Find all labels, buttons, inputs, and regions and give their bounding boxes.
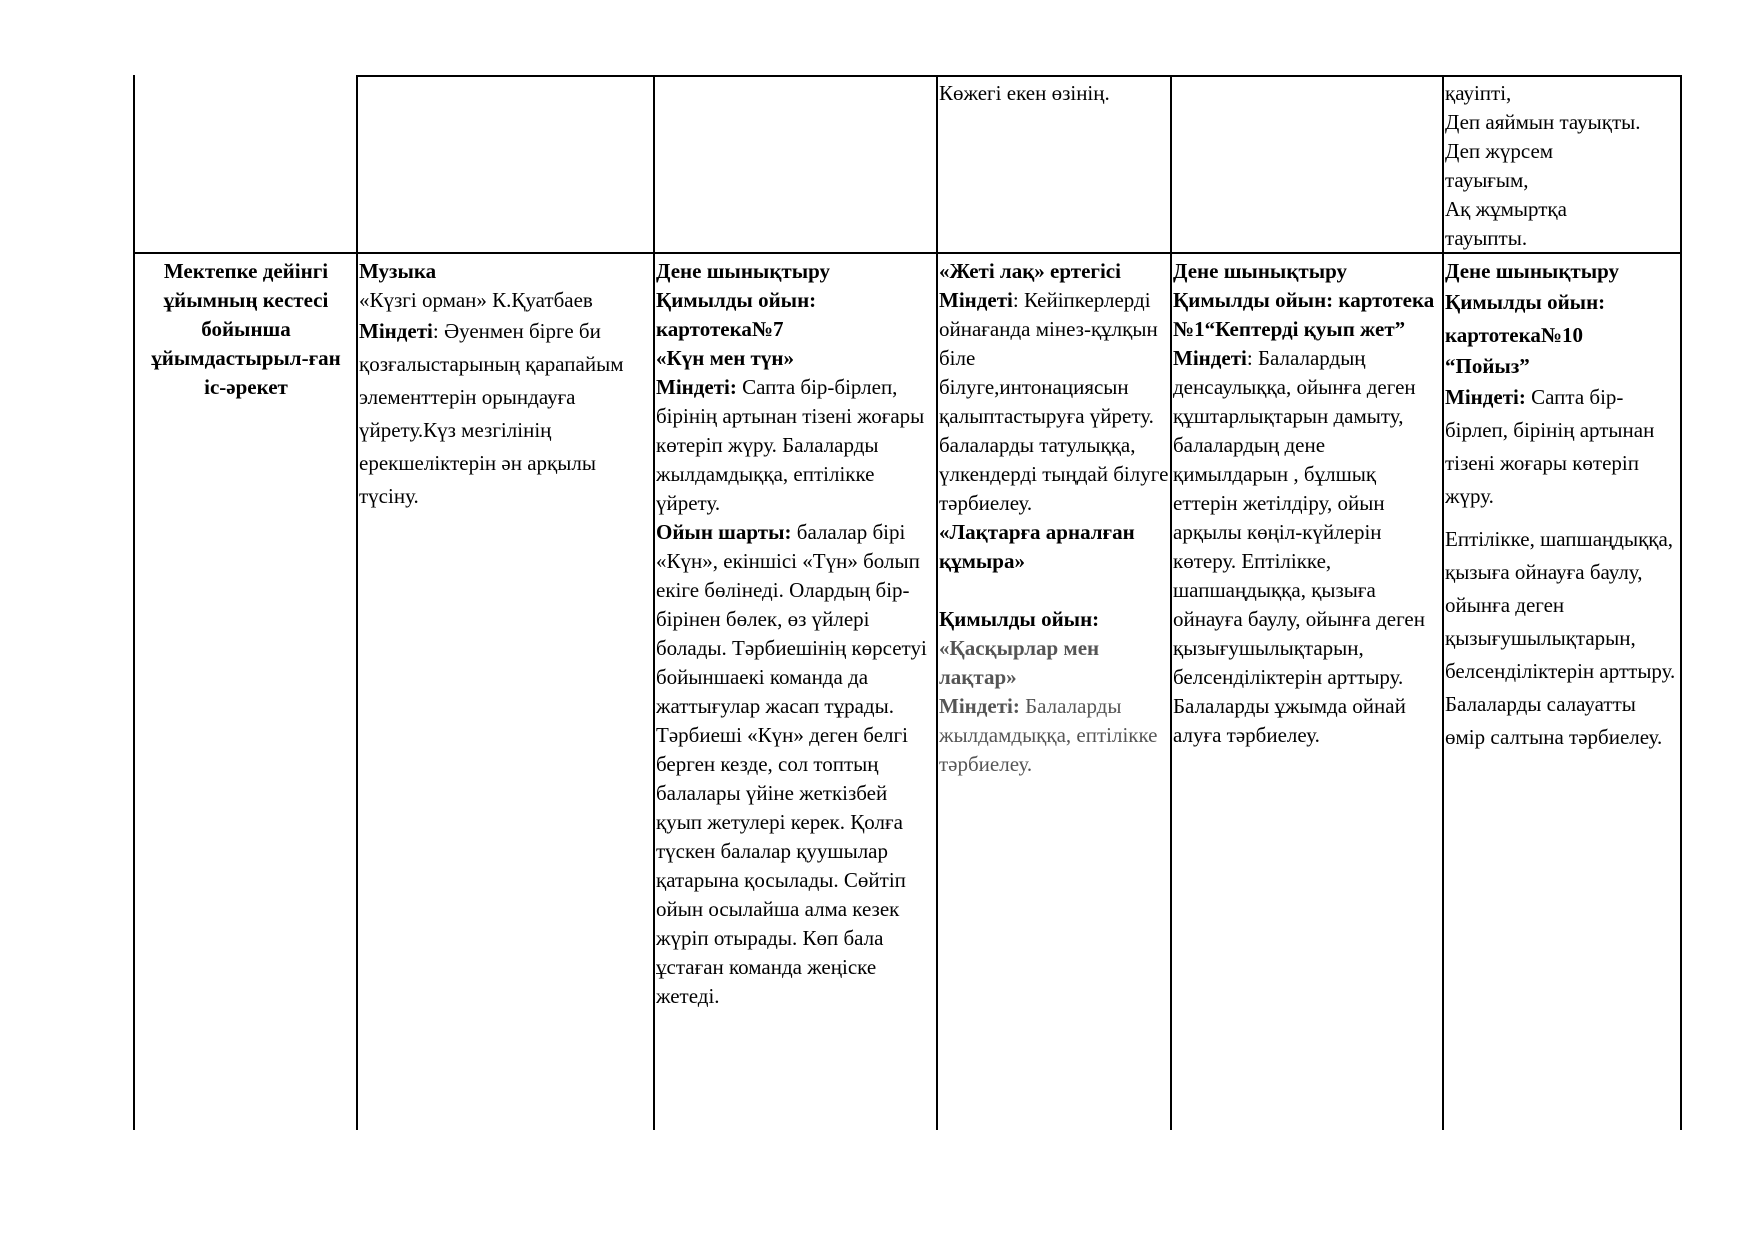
table-border-left xyxy=(133,75,135,1130)
song-title: «Лақтарға арналған құмыра» xyxy=(939,520,1135,573)
poem-line: тауығым, xyxy=(1445,168,1529,192)
poem-line: тауыпты. xyxy=(1445,226,1528,250)
col-fairy-tale xyxy=(939,257,1169,779)
task-label: Міндеті: xyxy=(1445,385,1526,409)
poem-line: Ақ жұмыртқа xyxy=(1445,197,1567,221)
task-text: : Әуенмен бірге би қозғалыстарының қарапайым элементтерін орындауға үйрету.Күз мезгілінің ерекшеліктерін ән арқылы түсіну. xyxy=(359,319,624,508)
game-name: “Пойыз” xyxy=(1445,354,1530,378)
task-label: Міндеті: xyxy=(939,694,1020,718)
col-pe-card-1 xyxy=(1173,257,1441,750)
table-divider-1 xyxy=(356,75,358,1130)
table-divider-4 xyxy=(1170,75,1172,1130)
game-name: №1“Кептерді қуып жет” xyxy=(1173,317,1406,341)
top-row-col3-text xyxy=(939,79,1167,108)
activity-title: Дене шынықтыру xyxy=(1445,259,1620,283)
task-text: Сапта бір-бірлеп, бірінің артынан тізені жоғары көтеріп жүру. Балаларды жылдамдыққа, ептілікке үйрету. xyxy=(656,375,925,515)
task-text: Балаларды жылдамдыққа, ептілікке тәрбиелеу. xyxy=(939,694,1158,776)
table-top-border xyxy=(356,75,1682,77)
table-divider-5 xyxy=(1442,75,1444,1130)
top-row-col6-text xyxy=(1445,79,1679,253)
game-card: Қимылды ойын: картотека№10 xyxy=(1445,290,1606,347)
game-label: Қимылды ойын: xyxy=(939,607,1100,631)
poem-line: Деп аяймын тауықты. xyxy=(1445,110,1641,134)
col-pe-card-7 xyxy=(656,257,934,1011)
task-label: Міндеті: xyxy=(656,375,737,399)
rules-label: Ойын шарты: xyxy=(656,520,792,544)
activity-title: «Жеті лақ» ертегісі xyxy=(939,259,1121,283)
poem-line: Деп жүрсем xyxy=(1445,139,1554,163)
task-label: Міндеті xyxy=(939,288,1013,312)
task-label: Міндеті xyxy=(359,319,433,343)
task-text: : Кейіпкерлерді ойнағанда мінез-құлқын біле білуге,интонациясын қалыптастыруға үйрету. xyxy=(939,288,1158,428)
poem-line: қауіпті, xyxy=(1445,81,1512,105)
task-text: : Балалардың денсаулыққа, ойынға деген құштарлықтарын дамыту, балалардың дене қимылдарын , бұлшық еттерін жетілдіру, ойын арқылы көңіл-күйлерін көтеру. Ептілікке, шапшаңдыққа, қызыға ойнауға баулу, ойынға деген қызығушылықтарын, белсенділіктерін арттыру. Балаларды ұжымда ойнай алуға тәрбиелеу. xyxy=(1173,346,1425,747)
poem-line: Көжегі екен өзінің. xyxy=(939,81,1110,105)
table-divider-3 xyxy=(936,75,938,1130)
game-card: Қимылды ойын: картотека№7 xyxy=(656,288,817,341)
row-header xyxy=(138,257,354,402)
goal-text: Ептілікке, шапшаңдыққа, қызыға ойнауға баулу, ойынға деген қызығушылықтарын, белсенділіктерін арттыру. Балаларды салауатты өмір салтына тәрбиелеу. xyxy=(1445,527,1676,749)
activity-title: Музыка xyxy=(359,259,437,283)
task-label: Міндеті xyxy=(1173,346,1247,370)
table-divider-2 xyxy=(653,75,655,1130)
game-name: «Қасқырлар мен лақтар» xyxy=(939,636,1100,689)
game-name: «Күн мен түн» xyxy=(656,346,794,370)
col-pe-card-10 xyxy=(1445,257,1679,754)
task-text: Сапта бір-бірлеп, бірінің артынан тізені жоғары көтеріп жүру. xyxy=(1445,385,1655,508)
song-title: «Күзгі орман» К.Қуатбаев xyxy=(359,288,593,312)
col-music xyxy=(359,257,651,513)
table-border-right xyxy=(1680,75,1682,1130)
activity-title: Дене шынықтыру xyxy=(656,259,831,283)
activity-title: Дене шынықтыру xyxy=(1173,259,1348,283)
game-card: Қимылды ойын: картотека xyxy=(1173,288,1435,312)
rules-text: балалар бірі «Күн», екіншісі «Түн» болып екіге бөлінеді. Олардың бір-бірінен бөлек, өз үйлері болады. Тәрбиешінің көрсетуі бойыншаекі команда да жаттығулар жасап тұрады. Тәрбиеші «Күн» деген белгі берген кезде, сол топтың балалары үйіне жеткізбей қуып жетулері керек. Қолға түскен балалар қуушылар қатарына қосылады. Сөйтіп ойын осылайша алма кезек жүріп отырады. Көп бала ұстаған команда жеңіске жетеді. xyxy=(656,520,927,1008)
row-header-text: Мектепке дейінгі ұйымның кестесі бойынша ұйымдастырыл-ған іс-әрекет xyxy=(151,259,341,399)
task-text-2: балаларды татулыққа, үлкендерді тыңдай білуге тәрбиелеу. xyxy=(939,433,1169,515)
